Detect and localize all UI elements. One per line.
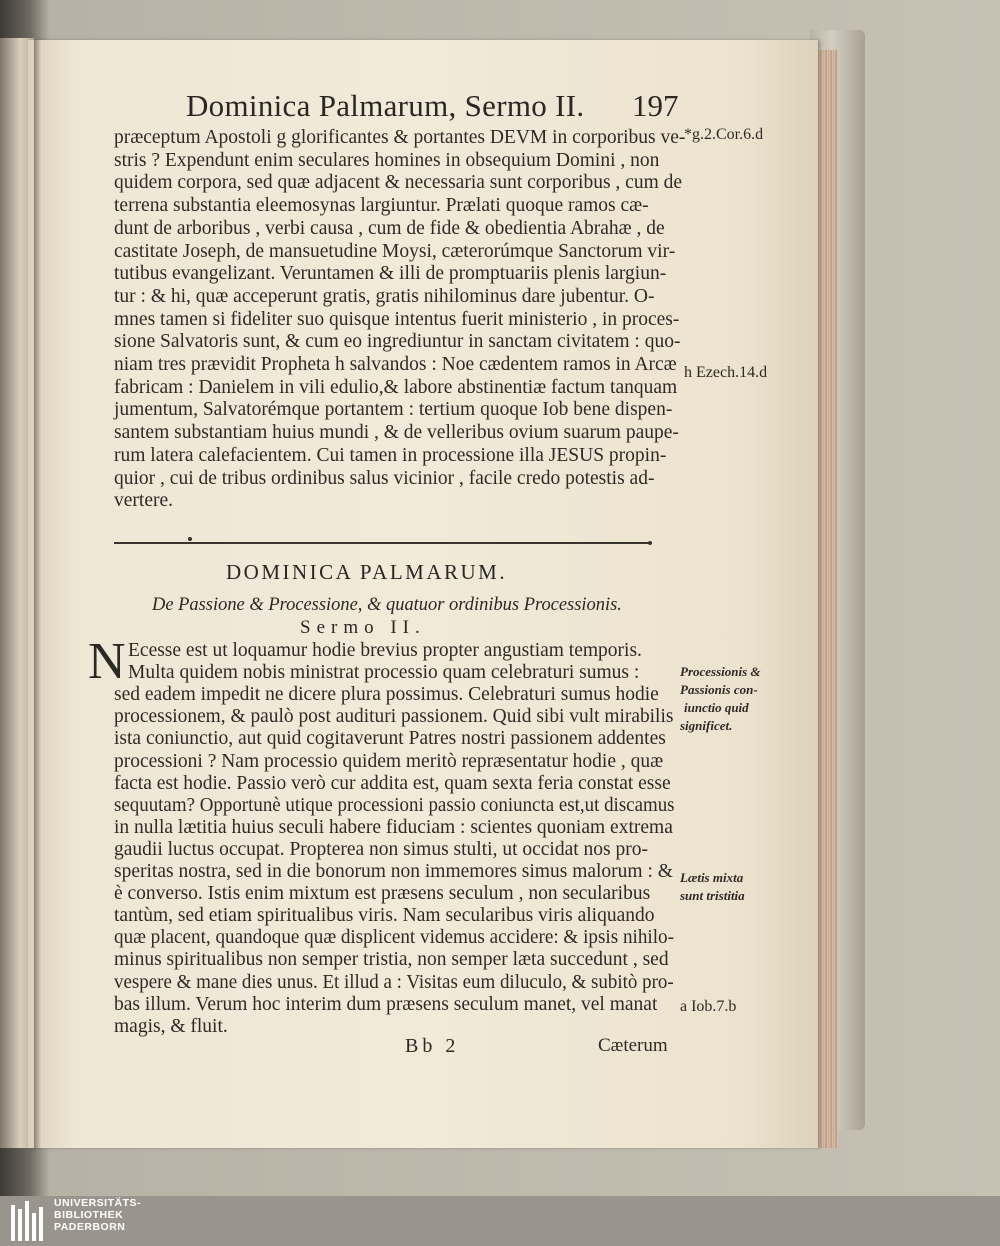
library-name-line: PADERBORN bbox=[54, 1221, 126, 1233]
text-line: quidem corpora, sed quæ adjacent & necessaria sunt corporibus , cum de bbox=[114, 172, 683, 194]
margin-note: Lætis mixta bbox=[680, 870, 744, 885]
text-line: fabricam : Danielem in vili edulio,& labore abstinentiæ factum tanquam bbox=[114, 376, 678, 398]
margin-note: significet. bbox=[680, 718, 733, 733]
text-line: magis, & fluit. bbox=[114, 1015, 228, 1037]
running-head: Dominica Palmarum, Sermo II. bbox=[186, 88, 585, 123]
text-line: dunt de arboribus , verbi causa , cum de fide & obedientia Abrahæ , de bbox=[114, 217, 665, 239]
text-line: tantùm, sed etiam spiritualibus viris. Nam secularibus viris aliquando bbox=[114, 905, 655, 927]
margin-note: Processionis & bbox=[680, 664, 761, 679]
text-line: terrena substantia eleemosynas largiuntur. Prælati quoque ramos cæ- bbox=[114, 195, 649, 217]
section-divider bbox=[114, 542, 652, 544]
text-line: castitate Joseph, de mansuetudine Moysi, cæterorúmque Sanctorum vir- bbox=[114, 240, 676, 262]
text-line: vespere & mane dies unus. Et illud a : Visitas eum diluculo, & subitò pro- bbox=[114, 971, 674, 993]
text-line: rum latera calefacientem. Cui tamen in processione illa JESUS propin- bbox=[114, 444, 667, 466]
margin-note: h Ezech.14.d bbox=[684, 364, 768, 381]
sermo-heading: Sermo II. bbox=[300, 617, 426, 638]
margin-note: a Iob.7.b bbox=[680, 998, 737, 1015]
page-number: 197 bbox=[632, 88, 679, 123]
text-line: bas illum. Verum hoc interim dum præsens seculum manet, vel manat bbox=[114, 993, 658, 1015]
signature-mark: Bb 2 bbox=[405, 1035, 460, 1057]
margin-note: Passionis con- bbox=[680, 682, 758, 697]
margin-note: iunctio quid bbox=[684, 700, 749, 715]
library-name-line: UNIVERSITÄTS- bbox=[54, 1197, 142, 1209]
text-line: sione Salvatoris sunt, & cum eo ingrediuntur in sanctam civitatem : quo- bbox=[114, 331, 681, 353]
catchword: Cæterum bbox=[598, 1035, 668, 1056]
text-line: tur : & hi, quæ acceperunt gratis, gratis nihilominus dare jubentur. O- bbox=[114, 285, 655, 307]
library-footer bbox=[0, 1196, 1000, 1246]
text-line: mnes tamen si fideliter suo quisque intentus fuerit ministerio , in proces- bbox=[114, 308, 680, 330]
text-line: quæ placent, quandoque quæ displicent videmus accidere: & ipsis nihilo- bbox=[114, 927, 674, 949]
text-line: tutibus evangelizant. Veruntamen & illi de promptuariis plenis largiun- bbox=[114, 263, 667, 285]
text-line: ista coniunctio, aut quid cogitaverunt Patres nostri passionem addentes bbox=[114, 728, 666, 750]
divider-dot bbox=[648, 541, 652, 545]
text-line: sequutam? Opportunè utique processioni passio coniuncta est,ut discamus bbox=[114, 794, 675, 816]
library-logo-icon bbox=[10, 1199, 50, 1243]
divider-dot bbox=[188, 537, 192, 541]
text-line: Multa quidem nobis ministrat processio quam celebraturi sumus : bbox=[128, 662, 640, 684]
library-name bbox=[54, 1197, 141, 1233]
text-line: è converso. Istis enim mixtum est præsens seculum , non secularibus bbox=[114, 883, 651, 905]
section-title: DOMINICA PALMARUM. bbox=[226, 560, 508, 584]
text-line: in nulla lætitia huius seculi habere fiduciam : scientes quoniam extrema bbox=[114, 816, 673, 838]
section-subtitle: De Passione & Processione, & quatuor ordinibus Processionis. bbox=[152, 594, 622, 615]
text-line: stris ? Expendunt enim seculares homines in obsequium Domini , non bbox=[114, 149, 660, 171]
drop-cap: N bbox=[88, 633, 126, 690]
text-line: santem substantiam huius mundi , & de velleribus ovium suarum paupe- bbox=[114, 422, 679, 444]
text-line: niam tres prævidit Propheta h salvandos : Noe cædentem ramos in Arcæ bbox=[114, 354, 677, 375]
book-gutter bbox=[34, 40, 42, 1148]
text-line: processionem, & paulò post audituri passionem. Quid sibi vult mirabilis bbox=[114, 706, 674, 728]
text-line: sed eadem impedit ne dicere plura possimus. Celebraturi sumus hodie bbox=[114, 684, 659, 706]
margin-note: *g.2.Cor.6.d bbox=[684, 126, 764, 143]
text-line: processioni ? Nam processio quidem meritò repræsentatur hodie , quæ bbox=[114, 750, 664, 772]
margin-note: sunt tristitia bbox=[680, 888, 745, 903]
library-name-line: BIBLIOTHEK bbox=[54, 1209, 124, 1221]
text-line: Ecesse est ut loquamur hodie brevius propter angustiam temporis. bbox=[128, 640, 642, 661]
text-line: jumentum, Salvatorémque portantem : tertium quoque Iob bene dispen- bbox=[114, 399, 673, 421]
text-line: quior , cui de tribus ordinibus salus vicinior , facile credo potestis ad- bbox=[114, 467, 655, 489]
text-line: speritas nostra, sed in die bonorum non immemores simus malorum : & bbox=[114, 861, 673, 882]
text-line: præceptum Apostoli g glorificantes & portantes DEVM in corporibus ve- bbox=[114, 127, 686, 148]
text-line: gaudii luctus occupat. Propterea non simus stulti, ut occidat nos pro- bbox=[114, 838, 648, 860]
text-line: minus spiritualibus non semper tristia, non semper læta succedunt , sed bbox=[114, 949, 669, 971]
text-line: facta est hodie. Passio verò cur addita est, quam sexta feria constat esse bbox=[114, 772, 671, 794]
text-line: vertere. bbox=[114, 490, 173, 512]
